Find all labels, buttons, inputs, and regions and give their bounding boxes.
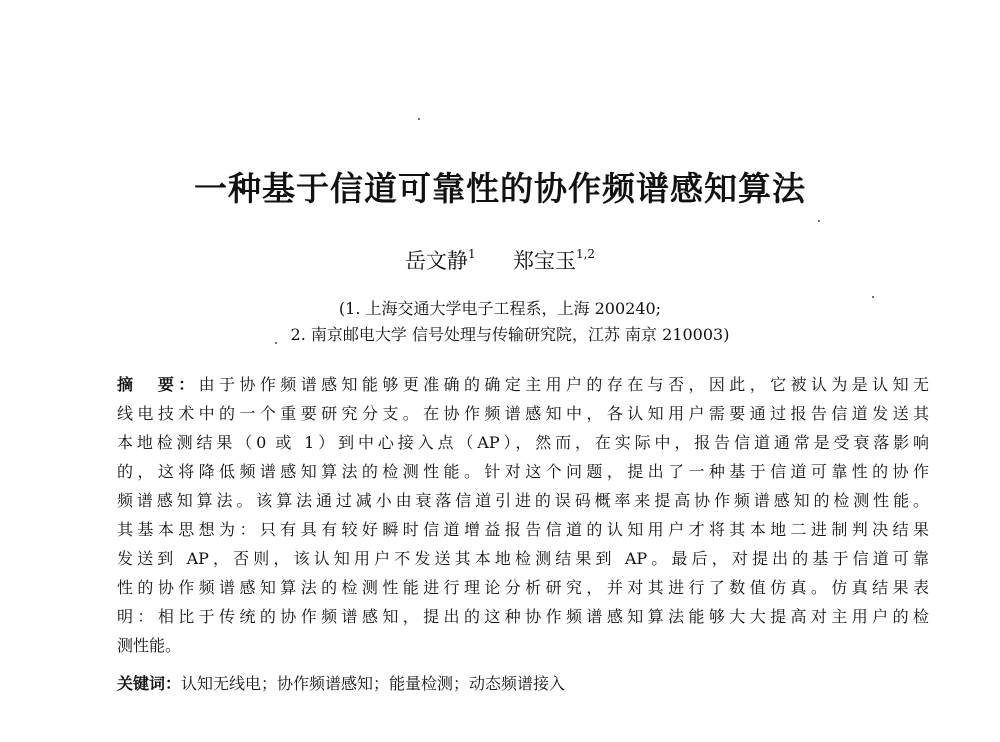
abstract-line: 发送到 AP，否则，该认知用户不发送其本地检测结果到 AP。最后，对提出的基于信道可靠 <box>117 549 929 568</box>
keywords-text: 认知无线电；协作频谱感知；能量检测；动态频谱接入 <box>181 674 566 693</box>
abstract-line: 测性能。 <box>117 636 182 655</box>
scan-speck <box>418 118 420 120</box>
scan-speck <box>872 296 874 298</box>
abstract-label: 摘 要： <box>117 375 199 394</box>
author-name: 郑宝玉 <box>512 249 576 273</box>
abstract <box>117 370 929 660</box>
abstract-line: 频谱感知算法。该算法通过减小由衰落信道引进的误码概率来提高协作频谱感知的检测性能。 <box>117 491 929 510</box>
keywords <box>117 671 565 694</box>
abstract-line: 本地检测结果（0 或 1）到中心接入点（AP），然而，在实际中，报告信道通常是受衰落影响 <box>117 433 929 452</box>
affiliation-line: (1. 上海交通大学电子工程系，上海 200240; <box>338 299 662 318</box>
scan-speck <box>275 342 277 344</box>
abstract-text: 由于协作频谱感知能够更准确的确定主用户的存在与否，因此，它被认为是认知无 <box>198 375 929 394</box>
affiliation-line: 2. 南京邮电大学 信号处理与传输研究院，江苏 南京 210003) <box>290 325 730 344</box>
abstract-line <box>117 370 929 399</box>
abstract-line: 线电技术中的一个重要研究分支。在协作频谱感知中，各认知用户需要通过报告信道发送其 <box>117 404 929 423</box>
abstract-line: 的，这将降低频谱感知算法的检测性能。针对这个问题，提出了一种基于信道可靠性的协作 <box>117 462 929 481</box>
scan-speck <box>818 220 820 222</box>
abstract-line: 其基本思想为：只有具有较好瞬时信道增益报告信道的认知用户才将其本地二进制判决结果 <box>117 520 929 539</box>
paper-title: 一种基于信道可靠性的协作频谱感知算法 <box>194 169 806 208</box>
author-list <box>0 245 1000 275</box>
author-name: 岳文静 <box>404 249 468 273</box>
author-affiliation-mark: 1 <box>467 247 476 261</box>
abstract-line: 明：相比于传统的协作频谱感知，提出的这种协作频谱感知算法能够大大提高对主用户的检 <box>117 607 929 626</box>
keywords-label: 关键词： <box>117 674 182 693</box>
author-affiliation-mark: 1,2 <box>575 247 596 261</box>
abstract-line: 性的协作频谱感知算法的检测性能进行理论分析研究，并对其进行了数值仿真。仿真结果表 <box>117 578 929 597</box>
